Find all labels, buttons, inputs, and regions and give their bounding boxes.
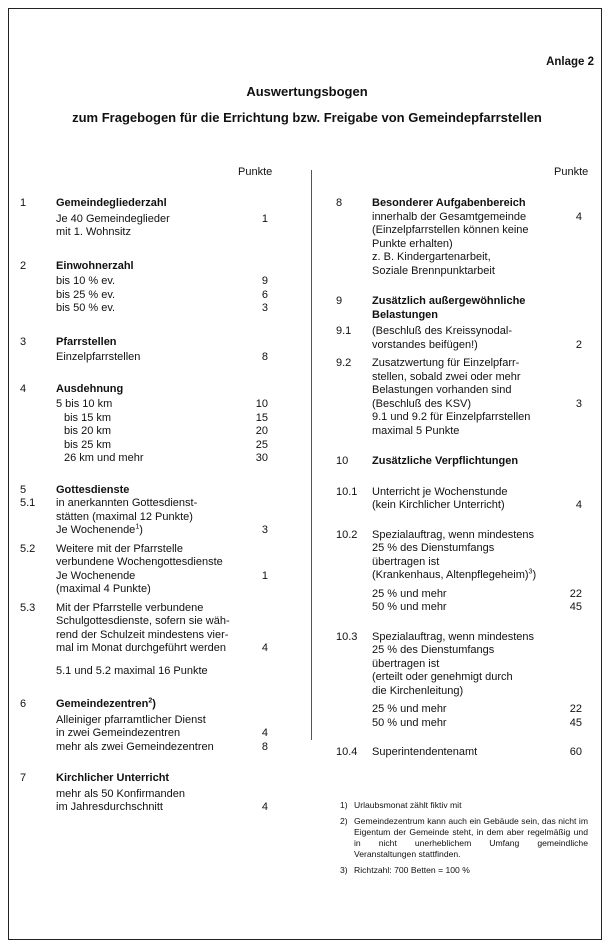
item-label: innerhalb der Gesamtgemeinde (372, 210, 527, 223)
line: maximal 5 Punkte (372, 424, 460, 437)
section-3 (20, 336, 268, 350)
line: Belastungen vorhanden sind (372, 384, 512, 396)
line: in anerkannten Gottesdienst- (56, 497, 198, 509)
line: die Kirchenleitung) (372, 684, 464, 697)
points-value: 22 (569, 587, 582, 600)
list-item (20, 302, 268, 316)
points-value: 4 (261, 727, 268, 739)
points-value: 6 (261, 288, 268, 301)
subsection-number: 9.1 (336, 325, 352, 337)
points-value: 45 (569, 716, 582, 729)
section-number: 9 (336, 295, 343, 307)
points-value: 45 (569, 601, 582, 613)
points-value: 60 (569, 746, 582, 758)
section-4 (20, 383, 268, 397)
line: Weitere mit der Pfarrstelle (56, 542, 183, 555)
subsection-number: 9.2 (336, 357, 352, 369)
line: Punkte erhalten) (372, 237, 453, 250)
points-value: 4 (575, 499, 582, 511)
footnote-text: Gemeindezentrum kann auch ein Gebäude sein, das nicht im Eigentum der Gemeinde steht, in dem aber regelmäßig und in nicht unerheblichem Umfang gemeindliche Veranstaltungen stattfinden. (354, 816, 588, 859)
section-8 (336, 197, 582, 211)
footnote-number: 1) (340, 800, 348, 810)
section-number: 6 (20, 698, 27, 710)
item-label: 50 % und mehr (372, 716, 447, 729)
column-divider (311, 170, 312, 740)
section-heading: Besonderer Aufgabenbereich (372, 197, 526, 209)
footnotes (340, 800, 588, 881)
line: Mit der Pfarrstelle verbundene (56, 601, 204, 614)
line: z. B. Kindergartenarbeit, (372, 251, 491, 263)
subsection-number: 10.1 (336, 485, 358, 498)
line: Je 40 Gemeindeglieder (56, 212, 170, 225)
footnote-number: 3) (340, 865, 348, 875)
footnote-3 (340, 865, 588, 876)
section-heading: Zusätzliche Verpflichtungen (372, 455, 519, 467)
section-2 (20, 260, 268, 274)
list-item (336, 211, 582, 225)
line: stätten (maximal 12 Punkte) (56, 510, 193, 523)
line: mit 1. Wohnsitz (56, 226, 131, 238)
line: rend der Schulzeit mindestens vier- (56, 628, 229, 641)
item-label: mehr als zwei Gemeindezentren (56, 740, 214, 753)
document-subtitle: zum Fragebogen für die Errichtung bzw. Freigabe von Gemeindepfarrstellen (72, 110, 542, 125)
subsection-number: 5.1 (20, 497, 36, 509)
subsection-10-3 (336, 631, 582, 731)
line: Spezialauftrag, wenn mindestens (372, 630, 535, 643)
section-heading-cont: Belastungen (372, 308, 439, 321)
line: stellen, sobald zwei oder mehr (372, 370, 521, 383)
points-value: 4 (575, 210, 582, 223)
points-value: 22 (569, 703, 582, 715)
line: (kein Kirchlicher Unterricht) (372, 499, 505, 511)
subsection-10-4 (336, 746, 582, 760)
section-1 (20, 197, 268, 211)
line: Schulgottesdienste, sofern sie wäh- (56, 615, 230, 627)
line: 25 % des Dienstumfangs (372, 644, 495, 656)
section-6 (20, 698, 268, 712)
section-number: 5 (20, 483, 27, 496)
footnote-1 (340, 800, 588, 811)
line: (erteilt oder genehmigt durch (372, 671, 513, 683)
points-header-left: Punkte (238, 166, 273, 178)
item-label: 25 % und mehr (372, 703, 447, 715)
section-number: 8 (336, 197, 343, 209)
line: Zusatzwertung für Einzelpfarr- (372, 357, 520, 369)
section-10 (336, 455, 582, 469)
points-value: 9 (261, 275, 268, 287)
list-item (20, 398, 268, 412)
item-label: 26 km und mehr (64, 452, 144, 464)
item-label: bis 20 km (64, 425, 112, 437)
section-9 (336, 295, 582, 322)
item-label: 50 % und mehr (372, 601, 447, 613)
section-heading: Gemeindegliederzahl (56, 197, 167, 209)
section-heading: Gottesdienste (56, 483, 130, 496)
list-item (20, 275, 268, 289)
list-item (20, 412, 268, 426)
section-number: 7 (20, 772, 27, 784)
annex-label: Anlage 2 (546, 56, 594, 68)
section-heading: Pfarrstellen (56, 335, 117, 348)
line: (Krankenhaus, Altenpflegeheim)$^3$) (372, 568, 537, 581)
subsection-10-1 (336, 486, 582, 513)
line: Superintendentenamt (372, 746, 478, 758)
points-value: 4 (261, 642, 268, 654)
line: (Beschluß des KSV) (372, 397, 472, 410)
line: (Einzelpfarrstellen können keine (372, 224, 529, 236)
points-value: 30 (255, 452, 268, 464)
line: Spezialauftrag, wenn mindestens (372, 528, 535, 541)
points-value: 10 (255, 398, 268, 410)
subsection-9-1 (336, 325, 582, 352)
subsection-10-2 (336, 529, 582, 615)
list-item (20, 439, 268, 453)
list-item (20, 351, 268, 365)
section-number: 4 (20, 382, 27, 395)
list-item (20, 425, 268, 439)
item-label: in zwei Gemeindezentren (56, 727, 181, 739)
points-value: 15 (255, 411, 268, 424)
section-number: 1 (20, 197, 27, 209)
points-value: 8 (261, 351, 268, 363)
item-label: bis 10 % ev. (56, 275, 116, 287)
line: übertragen ist (372, 555, 440, 568)
section-heading: Zusätzlich außergewöhnliche (372, 295, 526, 307)
line: vorstandes beifügen!) (372, 338, 478, 351)
document-title: Auswertungsbogen (246, 84, 368, 99)
section-5 (20, 484, 268, 498)
line: mal im Monat durchgeführt werden (56, 642, 226, 654)
points-value: 3 (261, 302, 268, 314)
line: Alleiniger pfarramtlicher Dienst (56, 713, 206, 726)
subsection-5-3 (20, 602, 268, 656)
line: Unterricht je Wochenstunde (372, 485, 508, 498)
section-5-note: 5.1 und 5.2 maximal 16 Punkte (56, 664, 208, 677)
subsection-9-2 (336, 357, 582, 438)
points-value: 1 (261, 212, 268, 225)
points-value: 3 (575, 397, 582, 410)
line: mehr als 50 Konfirmanden (56, 787, 186, 800)
item-label: bis 25 km (64, 438, 112, 451)
line: Soziale Brennpunktarbeit (372, 264, 495, 277)
subsection-number: 10.4 (336, 746, 358, 758)
item-label: bis 25 % ev. (56, 288, 116, 301)
line: Je Wochenende (56, 569, 136, 582)
section-heading: Kirchlicher Unterricht (56, 772, 170, 784)
subsection-5-2 (20, 543, 268, 597)
section-7 (20, 772, 268, 786)
section-number: 10 (336, 455, 349, 467)
subsection-number: 5.3 (20, 601, 36, 614)
subsection-number: 10.3 (336, 630, 358, 643)
item-label: 25 % und mehr (372, 587, 447, 600)
footnote-number: 2) (340, 816, 348, 826)
points-value: 3 (261, 524, 268, 536)
footnote-text: Richtzahl: 700 Betten = 100 % (354, 865, 470, 875)
footnote-2 (340, 816, 588, 860)
points-value: 25 (255, 438, 268, 451)
subsection-number: 10.2 (336, 528, 358, 541)
points-value: 4 (261, 801, 268, 813)
section-number: 2 (20, 259, 27, 272)
subsection-5-1 (20, 497, 268, 538)
points-header-right: Punkte (554, 166, 589, 178)
list-item (20, 289, 268, 303)
points-value: 2 (575, 338, 582, 351)
list-item (20, 801, 268, 815)
section-number: 3 (20, 335, 27, 348)
line: (Beschluß des Kreissynodal- (372, 325, 513, 337)
line: übertragen ist (372, 657, 440, 670)
left-column (20, 197, 268, 815)
item-label: bis 50 % ev. (56, 302, 116, 314)
list-item (20, 741, 268, 755)
line: (maximal 4 Punkte) (56, 583, 151, 595)
item-label: 5 bis 10 km (56, 398, 113, 410)
list-item (20, 452, 268, 466)
right-column (336, 197, 582, 760)
subsection-number: 5.2 (20, 542, 36, 555)
section-1-row (20, 213, 268, 227)
item-label: bis 15 km (64, 411, 112, 424)
section-heading: Ausdehnung (56, 382, 124, 395)
section-heading: Gemeindezentren$^2$) (56, 697, 156, 710)
points-value: 20 (255, 425, 268, 437)
points-value: 8 (261, 740, 268, 753)
line: Je Wochenende$^1$) (56, 523, 143, 536)
points-value: 1 (261, 569, 268, 582)
item-label: Einzelpfarrstellen (56, 351, 141, 363)
line: 9.1 und 9.2 für Einzelpfarrstellen (372, 411, 531, 423)
item-label: im Jahresdurchschnitt (56, 801, 163, 813)
section-heading: Einwohnerzahl (56, 259, 134, 272)
line: 25 % des Dienstumfangs (372, 542, 495, 554)
footnote-text: Urlaubsmonat zählt fiktiv mit (354, 800, 462, 810)
list-item (20, 727, 268, 741)
line: verbundene Wochengottesdienste (56, 556, 223, 568)
